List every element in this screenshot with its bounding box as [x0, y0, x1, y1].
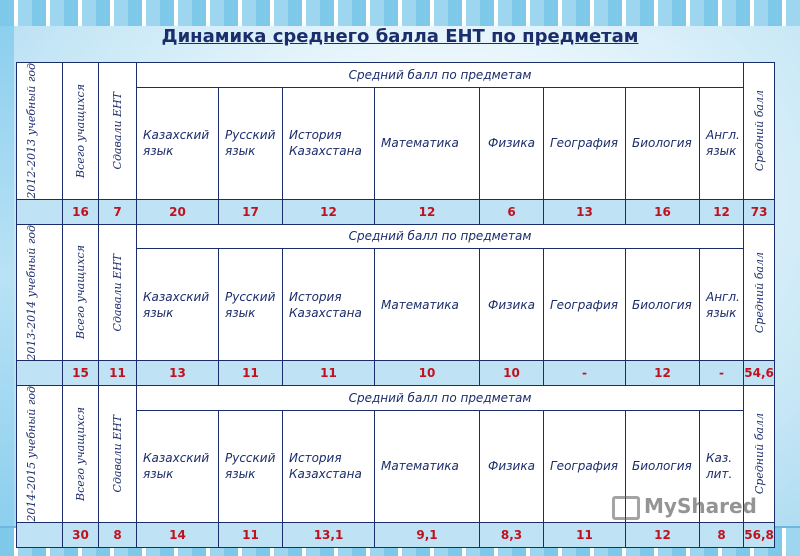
- block-3-score: 8: [700, 522, 744, 547]
- block-1-year-spacer: [17, 199, 63, 224]
- block-2-score: 12: [626, 361, 700, 386]
- subject-geography: География: [544, 410, 626, 522]
- block-1-total: 16: [63, 199, 99, 224]
- subject-math: Математика: [375, 410, 480, 522]
- subject-physics: Физика: [480, 87, 544, 199]
- block-2-year: 2013-2014 учебный год: [24, 224, 38, 361]
- block-1-year: 2012-2013 учебный год: [24, 63, 38, 199]
- block-3-subjects-header: Средний балл по предметам: [137, 386, 744, 411]
- block-2-values-row: [17, 361, 775, 386]
- block-1-header-row: [17, 63, 775, 88]
- block-1-subjects-header: Средний балл по предметам: [137, 63, 744, 88]
- subject-history: История Казахстана: [283, 410, 375, 522]
- block-3-score: 9,1: [375, 522, 480, 547]
- subject-kazakh-literature: Каз. лит.: [700, 410, 744, 522]
- block-3-took: 8: [99, 522, 137, 547]
- subject-biology: Биология: [626, 87, 700, 199]
- block-2-score: 11: [283, 361, 375, 386]
- block-3-took-header: Сдавали ЕНТ: [99, 386, 137, 523]
- decorative-top-border: [0, 0, 800, 28]
- subject-biology: Биология: [626, 410, 700, 522]
- block-3-year-cell: [17, 386, 63, 523]
- block-1-average-header: Средний балл: [744, 63, 775, 200]
- block-1-score: 6: [480, 199, 544, 224]
- decorative-left-border: [0, 26, 14, 526]
- block-2-average: 54,6: [744, 361, 775, 386]
- subject-geography: География: [544, 87, 626, 199]
- block-2-year-cell: [17, 224, 63, 361]
- watermark-text: MyShared: [644, 494, 757, 518]
- block-2-score: -: [700, 361, 744, 386]
- block-1-took: 7: [99, 199, 137, 224]
- subject-russian: Русский язык: [219, 87, 283, 199]
- block-1-took-header: Сдавали ЕНТ: [99, 63, 137, 200]
- block-1-score: 16: [626, 199, 700, 224]
- block-2-score: 10: [480, 361, 544, 386]
- subject-russian: Русский язык: [219, 249, 283, 361]
- block-2-score: 13: [137, 361, 219, 386]
- presentation-icon: [612, 496, 640, 520]
- block-3-score: 11: [544, 522, 626, 547]
- block-1-score: 13: [544, 199, 626, 224]
- block-1-score: 12: [700, 199, 744, 224]
- block-2-total: 15: [63, 361, 99, 386]
- block-3-year: 2014-2015 учебный год: [24, 386, 38, 522]
- block-2-average-header: Средний балл: [744, 224, 775, 361]
- block-2-score: 11: [219, 361, 283, 386]
- block-2-subjects-header: Средний балл по предметам: [137, 224, 744, 249]
- subject-english: Англ. язык: [700, 249, 744, 361]
- block-3-score: 13,1: [283, 522, 375, 547]
- block-3-average-header: Средний балл: [744, 386, 775, 523]
- subject-kazakh: Казахский язык: [137, 249, 219, 361]
- subject-physics: Физика: [480, 249, 544, 361]
- block-1-year-cell: [17, 63, 63, 200]
- subject-kazakh: Казахский язык: [137, 87, 219, 199]
- watermark: [612, 494, 757, 520]
- block-3-total: 30: [63, 522, 99, 547]
- block-3-header-row: [17, 386, 775, 411]
- subject-english: Англ. язык: [700, 87, 744, 199]
- block-3-score: 11: [219, 522, 283, 547]
- block-3-year-spacer: [17, 522, 63, 547]
- subject-geography: География: [544, 249, 626, 361]
- subject-history: История Казахстана: [283, 87, 375, 199]
- block-2-header-row: [17, 224, 775, 249]
- block-3-score: 8,3: [480, 522, 544, 547]
- block-2-score: 10: [375, 361, 480, 386]
- block-3-total-header: Всего учащихся: [63, 386, 99, 523]
- ent-score-table: [16, 62, 775, 548]
- block-3-score: 14: [137, 522, 219, 547]
- slide-title: Динамика среднего балла ЕНТ по предметам: [161, 26, 639, 47]
- subject-history: История Казахстана: [283, 249, 375, 361]
- block-2-year-spacer: [17, 361, 63, 386]
- subject-kazakh: Казахский язык: [137, 410, 219, 522]
- subject-biology: Биология: [626, 249, 700, 361]
- block-1-score: 17: [219, 199, 283, 224]
- block-1-values-row: [17, 199, 775, 224]
- block-1-score: 12: [283, 199, 375, 224]
- subject-physics: Физика: [480, 410, 544, 522]
- subject-math: Математика: [375, 87, 480, 199]
- subject-russian: Русский язык: [219, 410, 283, 522]
- block-1-score: 20: [137, 199, 219, 224]
- block-1-score: 12: [375, 199, 480, 224]
- block-2-total-header: Всего учащихся: [63, 224, 99, 361]
- block-2-score: -: [544, 361, 626, 386]
- block-3-values-row: [17, 522, 775, 547]
- block-2-took-header: Сдавали ЕНТ: [99, 224, 137, 361]
- block-3-score: 12: [626, 522, 700, 547]
- block-1-total-header: Всего учащихся: [63, 63, 99, 200]
- block-1-average: 73: [744, 199, 775, 224]
- block-3-average: 56,8: [744, 522, 775, 547]
- subject-math: Математика: [375, 249, 480, 361]
- block-2-took: 11: [99, 361, 137, 386]
